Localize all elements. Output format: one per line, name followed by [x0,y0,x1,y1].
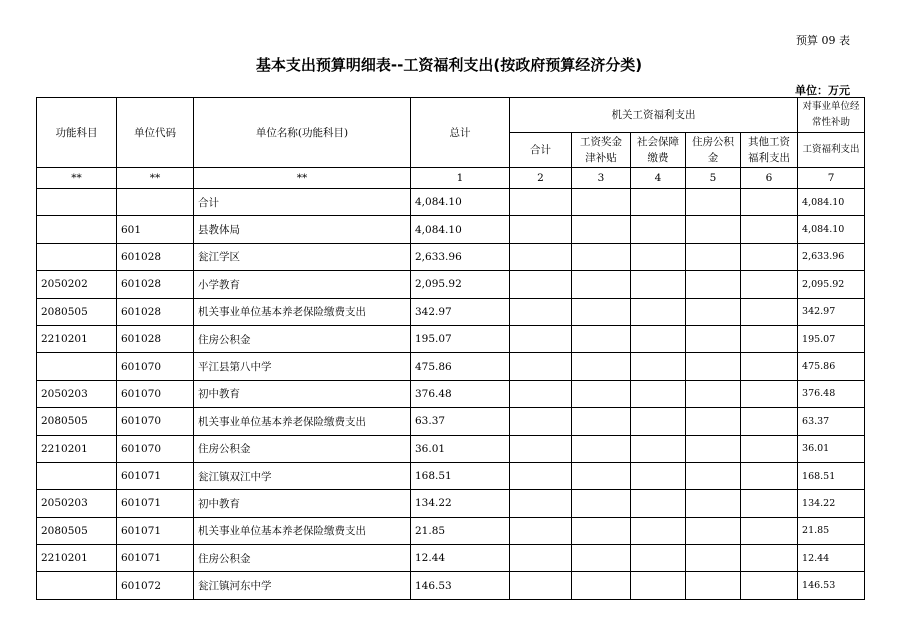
table-row [37,216,865,243]
unit-code-cell: 601071 [117,462,194,489]
sub-salary-cell: 36.01 [798,435,865,462]
index-cell: ** [194,168,411,189]
func-code-cell: 2210201 [37,545,117,572]
org-housing-cell [686,243,741,270]
sub-salary-cell: 475.86 [798,353,865,380]
org-social-cell [631,462,686,489]
total-cell: 195.07 [411,325,510,352]
func-code-cell: 2080505 [37,517,117,544]
table-row [37,298,865,325]
unit-name-cell: 机关事业单位基本养老保险缴费支出 [194,298,411,325]
total-cell: 2,633.96 [411,243,510,270]
org-other-cell [741,243,798,270]
header-org-total: 合计 [510,133,572,168]
org-other-cell [741,216,798,243]
org-housing-cell [686,353,741,380]
org-social-cell [631,517,686,544]
org-housing-cell [686,216,741,243]
org-total-cell [510,243,572,270]
func-code-cell: 2080505 [37,408,117,435]
org-social-cell [631,545,686,572]
header-org-housing: 住房公积金 [686,133,741,168]
sub-salary-cell: 4,084.10 [798,216,865,243]
org-other-cell [741,298,798,325]
func-code-cell: 2210201 [37,435,117,462]
org-other-cell [741,435,798,462]
total-cell: 12.44 [411,545,510,572]
total-cell: 376.48 [411,380,510,407]
org-other-cell [741,490,798,517]
org-salary-cell [572,271,631,298]
func-code-cell [37,572,117,599]
org-total-cell [510,572,572,599]
index-cell: 4 [631,168,686,189]
org-other-cell [741,462,798,489]
func-code-cell: 2210201 [37,325,117,352]
total-cell: 342.97 [411,298,510,325]
org-total-cell [510,271,572,298]
total-cell: 134.22 [411,490,510,517]
org-social-cell [631,243,686,270]
org-social-cell [631,325,686,352]
table-row [37,517,865,544]
total-cell: 146.53 [411,572,510,599]
table-row [37,243,865,270]
sub-salary-cell: 168.51 [798,462,865,489]
report-title: 基本支出预算明细表--工资福利支出(按政府预算经济分类) [255,56,643,74]
table-row [37,380,865,407]
org-other-cell [741,517,798,544]
header-func: 功能科目 [37,98,117,168]
total-cell: 2,095.92 [411,271,510,298]
org-social-cell [631,408,686,435]
func-code-cell: 2080505 [37,298,117,325]
table-row [37,408,865,435]
unit-name-cell: 机关事业单位基本养老保险缴费支出 [194,517,411,544]
func-code-cell: 2050203 [37,380,117,407]
header-org-other: 其他工资福利支出 [741,133,798,168]
org-social-cell [631,298,686,325]
org-housing-cell [686,462,741,489]
org-salary-cell [572,545,631,572]
org-total-cell [510,408,572,435]
unit-name-cell: 平江县第八中学 [194,353,411,380]
org-salary-cell [572,216,631,243]
org-salary-cell [572,298,631,325]
index-cell: 7 [798,168,865,189]
org-housing-cell [686,380,741,407]
org-other-cell [741,189,798,216]
unit-name-cell: 初中教育 [194,490,411,517]
sub-salary-cell: 12.44 [798,545,865,572]
index-cell: 1 [411,168,510,189]
unit-code-cell: 601 [117,216,194,243]
sub-salary-cell: 134.22 [798,490,865,517]
org-other-cell [741,325,798,352]
org-salary-cell [572,189,631,216]
func-code-cell [37,243,117,270]
unit-code-cell: 601070 [117,408,194,435]
sub-salary-cell: 4,084.10 [798,189,865,216]
unit-label: 单位：万元 [795,84,850,97]
unit-code-cell: 601071 [117,490,194,517]
sub-salary-cell: 342.97 [798,298,865,325]
org-social-cell [631,490,686,517]
org-housing-cell [686,517,741,544]
org-salary-cell [572,408,631,435]
org-total-cell [510,435,572,462]
org-other-cell [741,572,798,599]
func-code-cell [37,216,117,243]
org-salary-cell [572,572,631,599]
unit-name-cell: 合计 [194,189,411,216]
unit-name-cell: 瓮江镇河东中学 [194,572,411,599]
header-org-salary: 工资奖金津补贴 [572,133,631,168]
org-salary-cell [572,325,631,352]
org-housing-cell [686,189,741,216]
func-code-cell [37,462,117,489]
org-other-cell [741,545,798,572]
total-cell: 63.37 [411,408,510,435]
sub-salary-cell: 376.48 [798,380,865,407]
header-sub-group: 对事业单位经常性补助 [798,98,865,133]
unit-name-cell: 住房公积金 [194,435,411,462]
func-code-cell: 2050203 [37,490,117,517]
org-salary-cell [572,380,631,407]
unit-name-cell: 瓮江镇双江中学 [194,462,411,489]
header-unit-name: 单位名称(功能科目) [194,98,411,168]
sub-salary-cell: 2,633.96 [798,243,865,270]
header-sub-salary: 工资福利支出 [798,133,865,168]
index-cell: 2 [510,168,572,189]
index-cell: 3 [572,168,631,189]
org-salary-cell [572,490,631,517]
org-social-cell [631,271,686,298]
org-housing-cell [686,408,741,435]
org-salary-cell [572,462,631,489]
header-unit-code: 单位代码 [117,98,194,168]
unit-name-cell: 瓮江学区 [194,243,411,270]
org-social-cell [631,216,686,243]
unit-code-cell: 601071 [117,545,194,572]
org-salary-cell [572,435,631,462]
org-total-cell [510,517,572,544]
unit-name-cell: 初中教育 [194,380,411,407]
org-social-cell [631,189,686,216]
table-row [37,545,865,572]
unit-name-cell: 机关事业单位基本养老保险缴费支出 [194,408,411,435]
header-org-social: 社会保障缴费 [631,133,686,168]
org-social-cell [631,380,686,407]
org-total-cell [510,353,572,380]
table-row [37,490,865,517]
index-cell: ** [117,168,194,189]
header-total: 总计 [411,98,510,168]
unit-name-cell: 小学教育 [194,271,411,298]
org-social-cell [631,353,686,380]
table-row [37,353,865,380]
index-cell: 6 [741,168,798,189]
org-housing-cell [686,325,741,352]
table-row [37,462,865,489]
unit-name-cell: 住房公积金 [194,325,411,352]
org-housing-cell [686,435,741,462]
report-code: 预算 09 表 [796,34,850,47]
table-row [37,572,865,599]
total-cell: 21.85 [411,517,510,544]
org-salary-cell [572,517,631,544]
total-cell: 36.01 [411,435,510,462]
org-total-cell [510,216,572,243]
sub-salary-cell: 63.37 [798,408,865,435]
org-other-cell [741,353,798,380]
org-housing-cell [686,271,741,298]
index-cell: ** [37,168,117,189]
func-code-cell [37,353,117,380]
budget-table [36,97,865,600]
table-row [37,189,865,216]
unit-code-cell: 601028 [117,325,194,352]
org-total-cell [510,490,572,517]
unit-code-cell: 601072 [117,572,194,599]
org-total-cell [510,545,572,572]
unit-code-cell: 601028 [117,243,194,270]
unit-code-cell: 601071 [117,517,194,544]
index-cell: 5 [686,168,741,189]
org-housing-cell [686,572,741,599]
org-total-cell [510,325,572,352]
org-total-cell [510,380,572,407]
unit-name-cell: 住房公积金 [194,545,411,572]
func-code-cell [37,189,117,216]
org-salary-cell [572,353,631,380]
total-cell: 475.86 [411,353,510,380]
sub-salary-cell: 146.53 [798,572,865,599]
unit-code-cell: 601070 [117,380,194,407]
total-cell: 168.51 [411,462,510,489]
org-salary-cell [572,243,631,270]
index-row [37,168,865,189]
org-social-cell [631,572,686,599]
unit-code-cell: 601070 [117,435,194,462]
unit-name-cell: 县教体局 [194,216,411,243]
sub-salary-cell: 195.07 [798,325,865,352]
unit-code-cell: 601070 [117,353,194,380]
org-social-cell [631,435,686,462]
org-other-cell [741,380,798,407]
unit-code-cell [117,189,194,216]
total-cell: 4,084.10 [411,216,510,243]
table-row [37,325,865,352]
table-row [37,435,865,462]
org-housing-cell [686,298,741,325]
func-code-cell: 2050202 [37,271,117,298]
org-housing-cell [686,490,741,517]
sub-salary-cell: 21.85 [798,517,865,544]
total-cell: 4,084.10 [411,189,510,216]
org-total-cell [510,189,572,216]
table-row [37,271,865,298]
header-org-group: 机关工资福利支出 [510,98,798,133]
org-other-cell [741,271,798,298]
sub-salary-cell: 2,095.92 [798,271,865,298]
org-other-cell [741,408,798,435]
org-total-cell [510,298,572,325]
org-total-cell [510,462,572,489]
org-housing-cell [686,545,741,572]
unit-code-cell: 601028 [117,271,194,298]
unit-code-cell: 601028 [117,298,194,325]
